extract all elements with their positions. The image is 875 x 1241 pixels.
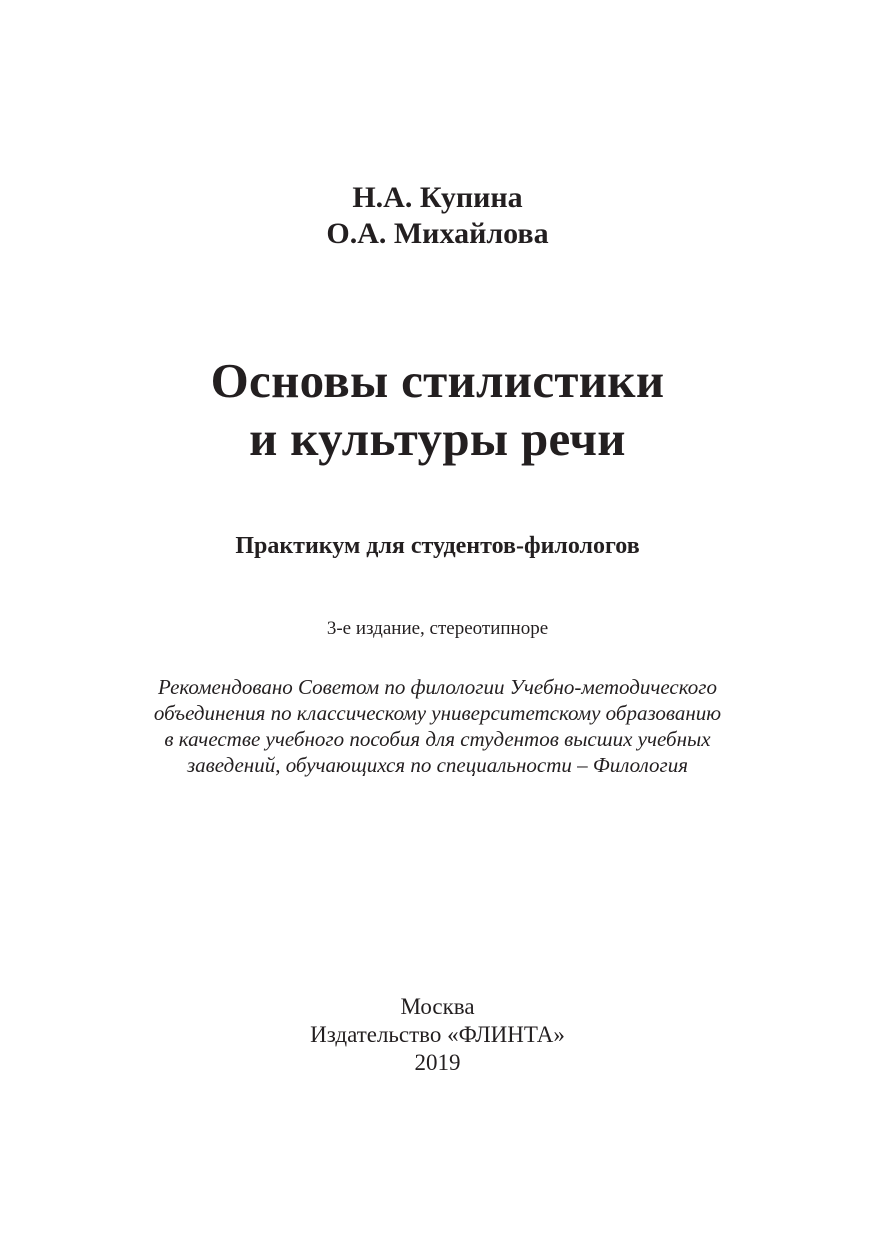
author-name: Н.А. Купина (352, 181, 523, 214)
authors-block (0, 180, 875, 252)
book-subtitle: Практикум для студентов-филологов (235, 533, 640, 559)
recommendation-line: Рекомендовано Советом по филологии Учебно-методического (158, 675, 717, 699)
recommendation-line: в качестве учебного пособия для студентов высших учебных (164, 727, 711, 751)
book-title-line: и культуры речи (249, 411, 626, 466)
book-title-line: Основы стилистики (210, 353, 665, 408)
recommendation-line: объединения по классическому университетскому образованию (153, 701, 722, 725)
imprint-year: 2019 (414, 1050, 461, 1075)
recommendation-line: заведений, обучающихся по специальности – Филология (186, 753, 689, 777)
imprint-publisher: Издательство «ФЛИНТА» (310, 1022, 565, 1047)
imprint-block (0, 993, 875, 1077)
imprint-city: Москва (400, 994, 475, 1019)
recommendation-note (0, 674, 875, 778)
book-title (0, 352, 875, 468)
author-name: О.А. Михайлова (326, 217, 549, 250)
edition-note: 3-е издание, стереотипноре (326, 618, 549, 639)
